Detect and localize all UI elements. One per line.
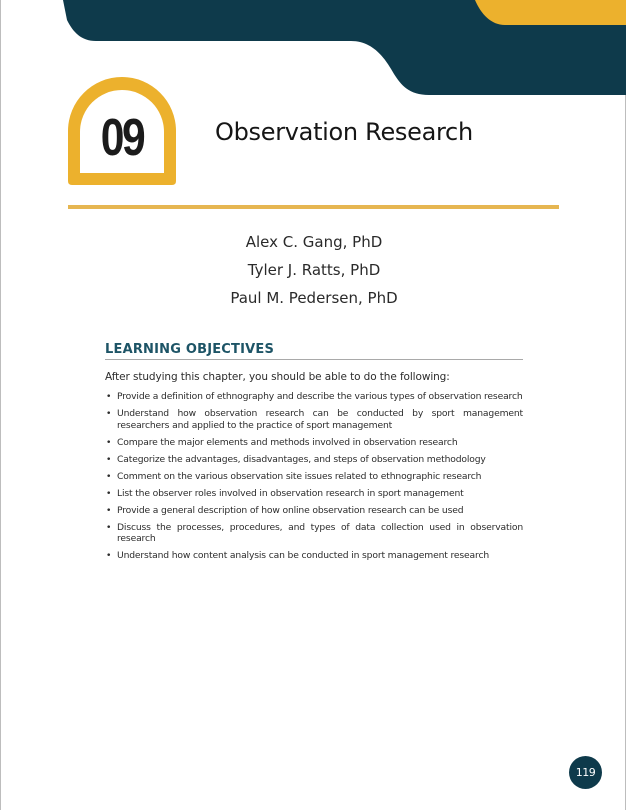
objective-text: Discuss the processes, procedures, and types of data collection used in observation research [117, 521, 523, 544]
objective-text: Compare the major elements and methods involved in observation research [117, 436, 458, 448]
author-name: Alex C. Gang, PhD [245, 233, 383, 251]
list-item [105, 505, 523, 517]
objective-text: Provide a general description of how online observation research can be used [117, 504, 464, 516]
objectives-list [105, 391, 523, 562]
author-name: Paul M. Pedersen, PhD [230, 289, 398, 307]
list-item [105, 488, 523, 500]
objective-text: Understand how observation research can be conducted by sport management researchers and applied to the practice of sport management [117, 408, 523, 431]
list-item [105, 391, 523, 403]
title-divider [68, 205, 559, 209]
objective-text: Understand how content analysis can be conducted in sport management research [117, 550, 490, 561]
list-item [105, 408, 523, 431]
chapter-number: 09 [100, 109, 144, 167]
list-item [105, 437, 523, 449]
bullet-icon: • [106, 504, 112, 516]
bullet-icon: • [106, 487, 112, 499]
chapter-title: Observation Research [215, 118, 473, 146]
author-name: Tyler J. Ratts, PhD [247, 261, 381, 279]
author-list [1, 228, 626, 312]
list-item [105, 471, 523, 483]
bullet-icon: • [106, 550, 112, 561]
objective-text: Comment on the various observation site issues related to ethnographic research [117, 470, 482, 482]
list-item [105, 454, 523, 466]
page-number-badge: 119 [569, 756, 602, 789]
objective-text: Provide a definition of ethnography and describe the various types of observation research [117, 391, 523, 402]
list-item [105, 550, 523, 562]
bullet-icon: • [106, 453, 112, 465]
section-heading: LEARNING OBJECTIVES [105, 342, 523, 360]
bullet-icon: • [106, 521, 112, 533]
objective-text: List the observer roles involved in observation research in sport management [117, 487, 464, 499]
list-item [105, 522, 523, 545]
learning-objectives-section [105, 342, 523, 567]
objective-text: Categorize the advantages, disadvantages, and steps of observation methodology [117, 453, 486, 465]
bullet-icon: • [106, 408, 112, 419]
bullet-icon: • [106, 470, 112, 482]
gold-band [475, 0, 626, 25]
bullet-icon: • [106, 391, 112, 402]
objectives-intro: After studying this chapter, you should be able to do the following: [105, 371, 450, 383]
bullet-icon: • [106, 436, 112, 448]
